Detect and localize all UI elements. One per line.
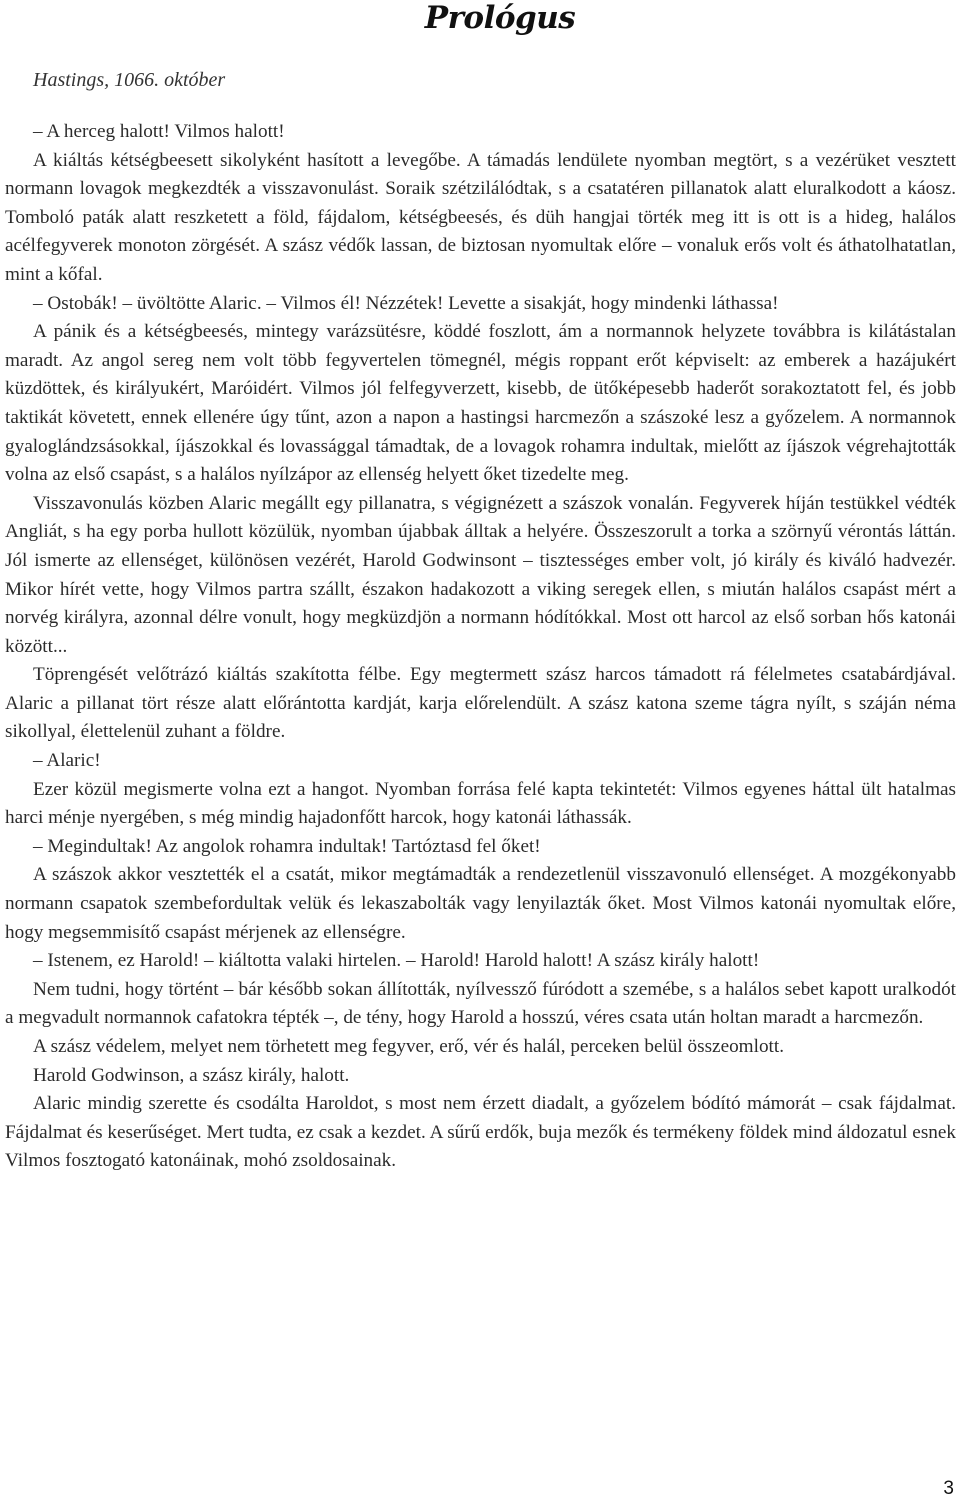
paragraph: A pánik és a kétségbeesés, mintegy varázsütésre, köddé foszlott, ám a normannok helyzete továbbra is kilátástalan maradt. Az angol sereg nem volt több fegyvertelen tömegnél, mégis roppant erőt képviselt: az emberek a hazájukért küzdöttek, és királyukért, Maróidért. Vilmos jól felfegyverzett, kisebb, de ütőképesebb haderőt sorakoztatott fel, és jobb taktikát követett, ennek ellenére úgy tűnt, azon a napon a hastingsi harcmezőn a szászoké lesz a győzelem. A normannok gyaloglándzsásokkal, íjászokkal és lovassággal támadtak, de a lovagok rohamra indultak, mielőtt az íjászok végrehajtották volna az első csapást, s a halálos nyílzápor az ellenség helyett őket tizedelte meg. <box>5 321 956 486</box>
paragraph: – Alaric! <box>33 750 101 772</box>
paragraph: Alaric mindig szerette és csodálta Haroldot, s most nem érzett diadalt, a győzelem bódító mámorát – csak fájdalmat. Fájdalmat és keserűséget. Mert tudta, ez csak a kezdet. A sűrű erdők, buja mezők és termékeny földek mind áldozatul esnek Vilmos fosztogató katonáinak, mohó zsoldosainak. <box>5 1093 956 1172</box>
chapter-title: Prológus <box>424 0 576 36</box>
paragraph: Harold Godwinson, a szász király, halott. <box>33 1064 350 1086</box>
paragraph: Visszavonulás közben Alaric megállt egy pillanatra, s végignézett a szászok vonalán. Fegyverek híján testükkel védték Angliát, s ha egy porba hullott közülük, nyomban újabbak álltak a helyére. Összeszorult a torka a szörnyű vérontás láttán. Jól ismerte az ellenséget, különösen vezérét, Harold Godwinsont – tisztességes ember volt, jó király és kiváló hadvezér. Mikor hírét vette, hogy Vilmos partra szállt, északon hadakozott a viking seregek ellen, s miután halálos csapást mért a norvég királyra, azonnal délre vonult, hogy megküzdjön a normann hódítókkal. Most ott harcol az első sorban hős katonái között... <box>5 492 956 657</box>
paragraph: A szászok akkor vesztették el a csatát, mikor megtámadták a rendezetlenül visszavonuló ellenséget. A mozgékonyabb normann csapatok szembefordultak velük és lekaszabolták vagy lenyilazták őket. Most Vilmos katonái nyomultak előre, hogy megsemmisítő csapást mérjenek az ellenségre. <box>5 864 956 943</box>
paragraph: Nem tudni, hogy történt – bár később sokan állították, nyílvessző fúródott a szemébe, s a halálos sebet kapott uralkodót a megvadult normannok cafatokra tépték –, de tény, hogy Harold a hosszú, véres csata után holtan maradt a harcmezőn. <box>5 978 956 1029</box>
paragraph: Ezer közül megismerte volna ezt a hangot. Nyomban forrása felé kapta tekintetét: Vilmos egyenes háttal ült hatalmas harci ménje nyergében, s még mindig hajadonfőtt harcok, hogy katonái láthassák. <box>5 778 956 829</box>
place-date-heading: Hastings, 1066. október <box>33 69 226 91</box>
paragraph: A szász védelem, melyet nem törhetett meg fegyver, erő, vér és halál, perceken belül összeomlott. <box>33 1036 784 1057</box>
body-text <box>5 118 956 1176</box>
paragraph: Töprengését velőtrázó kiáltás szakította félbe. Egy megtermett szász harcos támadott rá félelmetes csatabárdjával. Alaric a pillanat tört része alatt előrántotta kardját, karja előrelendült. A szász katona szeme tágra nyílt, s száján néma sikollyal, élettelenül zuhant a földre. <box>5 664 956 743</box>
paragraph: – Megindultak! Az angolok rohamra indultak! Tartóztasd fel őket! <box>33 835 541 857</box>
paragraph: A kiáltás kétségbeesett sikolyként hasított a levegőbe. A támadás lendülete nyomban megtört, s a vezérüket vesztett normann lovagok megkezdték a visszavonulást. Soraik szétzilálódtak, s a csatatéren pillanatok alatt eluralkodott a káosz. Tomboló paták alatt reszketett a föld, fájdalom, kétségbeesés, és düh hangjai törték meg itt is ott is a hideg, halálos acélfegyverek monoton zörgését. A szász védők lassan, de biztosan nyomultak előre – vonaluk erős volt és áthatolhatatlan, mint a kőfal. <box>5 149 956 285</box>
page-number: 3 <box>943 1478 954 1499</box>
paragraph: – Istenem, ez Harold! – kiáltotta valaki hirtelen. – Harold! Harold halott! A szász király halott! <box>33 950 760 972</box>
paragraph: – A herceg halott! Vilmos halott! <box>33 121 285 142</box>
paragraph: – Ostobák! – üvöltötte Alaric. – Vilmos él! Nézzétek! Levette a sisakját, hogy mindenki láthassa! <box>33 292 779 314</box>
